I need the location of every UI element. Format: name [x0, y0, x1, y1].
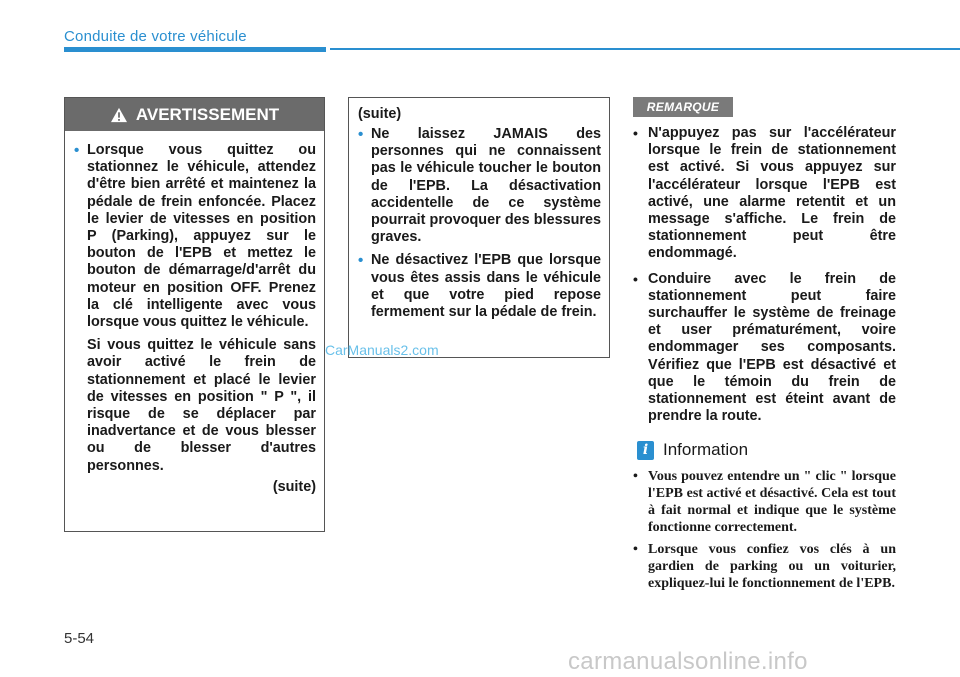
note-item-text: N'appuyez pas sur l'accélérateur lorsque le frein de stationnement est activé. Si vous appuyez sur l'accélérateur lorsque l'EPB est activé, une alarme retentit et un message s'affiche. Le frein de stationnement peut être endommagé.	[648, 125, 896, 262]
warning-item	[358, 126, 601, 246]
warning-header	[65, 98, 324, 131]
bullet-icon: •	[633, 542, 638, 557]
warning-item	[74, 142, 316, 331]
warning-item-text: Ne désactivez l'EPB que lorsque vous êtes assis dans le véhicule et que votre pied repose fermement sur la pédale de frein.	[371, 252, 601, 321]
bullet-icon: •	[633, 125, 638, 141]
warning-box	[64, 97, 325, 532]
section-title: Conduite de votre véhicule	[64, 28, 247, 45]
bullet-icon: •	[74, 142, 80, 159]
warning-item-continuation: Si vous quittez le véhicule sans avoir activé le frein de stationnement et placé le levier de vitesses en position " P ", il risque de se déplacer par inadvertance et de vous blesser ou de blesser d'autres personnes.	[87, 337, 316, 474]
info-heading	[637, 440, 748, 460]
bullet-icon: •	[358, 126, 364, 143]
info-item	[633, 541, 896, 592]
info-item-text: Vous pouvez entendre un " clic " lorsque l'EPB est activé et désactivé. Cela est tout à fait normal et indique que le système fonctionne correctement.	[648, 469, 896, 535]
page-number: 5-54	[64, 630, 95, 647]
suite-label: (suite)	[272, 478, 316, 495]
note-badge: REMARQUE	[633, 97, 733, 117]
info-item-text: Lorsque vous confiez vos clés à un gardien de parking ou un voiturier, expliquez-lui le fonctionnement de l'EPB.	[648, 542, 896, 591]
info-list	[633, 468, 896, 597]
note-list	[633, 125, 896, 433]
warning-item-text: Lorsque vous quittez ou stationnez le véhicule, attendez d'être bien arrêté et maintenez la pédale de frein enfoncée. Placez le levier de vitesses en position P (Parking), appuyez sur le bouton de l'EPB et mettez le bouton de démarrage/d'arrêt du moteur en position OFF. Prenez la clé intelligente avec vous lorsque vous quittez le véhicule.	[87, 142, 316, 331]
info-icon: i	[637, 441, 654, 460]
note-item	[633, 271, 896, 426]
warning-item-text: Ne laissez JAMAIS des personnes qui ne connaissent pas le véhicule toucher le bouton de l'EPB. La désactivation accidentelle de ce système pourrait provoquer des blessures graves.	[371, 126, 601, 246]
watermark-footer: carmanualsonline.info	[568, 648, 808, 675]
info-title: Information	[663, 440, 749, 459]
bullet-icon: •	[633, 469, 638, 484]
note-item	[633, 125, 896, 263]
warning-body	[65, 131, 324, 495]
watermark-link: CarManuals2.com	[325, 342, 439, 358]
warning-item	[358, 252, 601, 321]
header-rule	[330, 48, 960, 50]
bullet-icon: •	[633, 270, 638, 287]
bullet-icon: •	[358, 252, 364, 270]
note-item-text: Conduire avec le frein de stationnement peut faire surchauffer le système de freinage et user prématurément, voire endommager ses composants. Vérifiez que l'EPB est désactivé et que le témoin du frein de stationnement est éteint avant de prendre la route.	[648, 270, 896, 425]
info-item	[633, 468, 896, 536]
warning-triangle-icon	[110, 107, 128, 123]
warning-heading: AVERTISSEMENT	[135, 104, 280, 124]
warning-continuation-box	[348, 97, 610, 358]
suite-label: (suite)	[358, 106, 402, 122]
header-accent-bar	[64, 47, 326, 52]
